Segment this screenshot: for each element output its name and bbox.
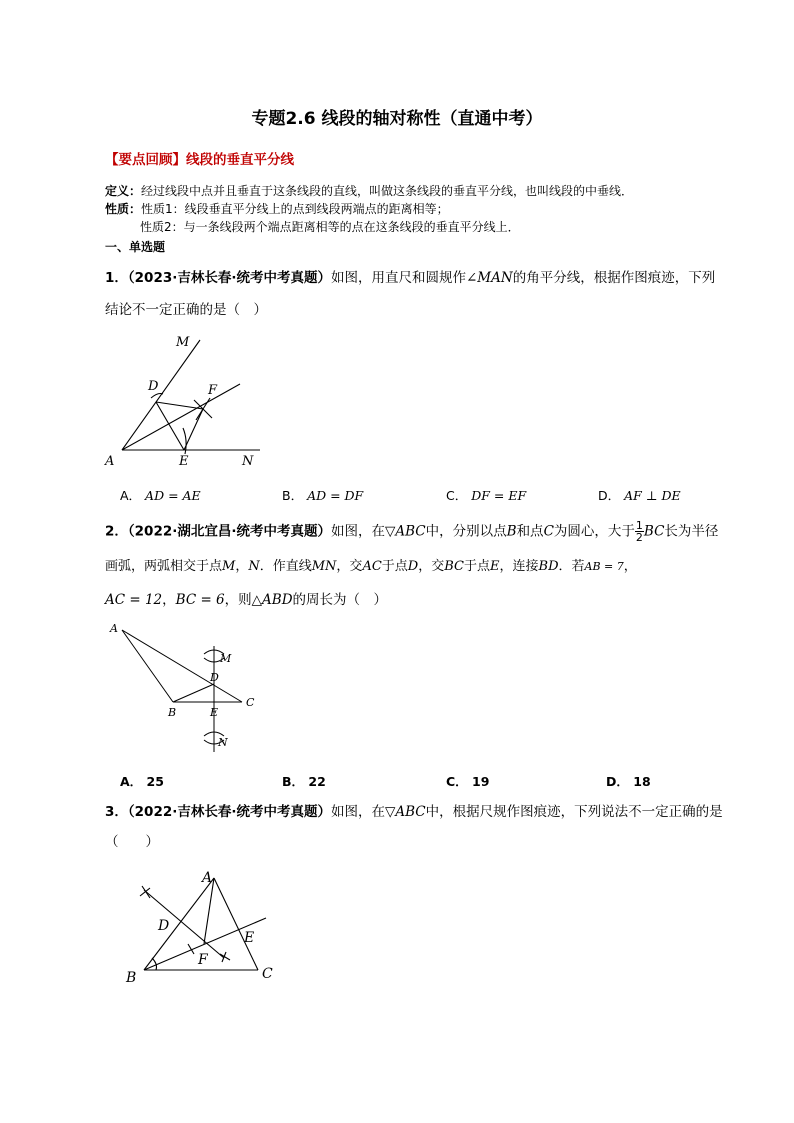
option-letter: D． xyxy=(606,774,629,789)
q2-option-d[interactable] xyxy=(606,772,651,790)
option-letter: B． xyxy=(282,774,305,789)
label-f: F xyxy=(198,952,208,968)
q2-text: 和点 xyxy=(516,523,544,540)
property-2: 性质2：与一条线段两个端点距离相等的点在这条线段的垂直平分线上． xyxy=(140,220,520,234)
q1-option-a[interactable] xyxy=(120,486,201,504)
q2-line-1 xyxy=(105,520,718,543)
label-a: A xyxy=(105,454,115,469)
q1-number: 1． xyxy=(105,270,128,286)
q2-triangle-abd: △ABD xyxy=(251,592,293,608)
angle-arc-b xyxy=(152,958,157,970)
q1-line-1 xyxy=(105,268,715,288)
cross-mark-top xyxy=(140,886,150,898)
label-e: E xyxy=(244,930,255,946)
q2-bc: BC xyxy=(444,559,464,574)
option-letter: C． xyxy=(446,774,468,789)
q2-source: （2022·湖北宜昌·统考中考真题） xyxy=(127,523,331,540)
definition-line xyxy=(105,183,633,199)
q2-text: ，交 xyxy=(336,559,363,574)
segment-ef xyxy=(184,409,203,450)
q2-bc-value: BC = 6 xyxy=(175,592,225,608)
q2-triangle: ▽ABC xyxy=(385,523,426,540)
q2-text: ，交 xyxy=(418,559,445,574)
perpendicular-bisector xyxy=(144,890,224,958)
q2-text: 为圆心，大于 xyxy=(553,523,635,540)
q3-triangle: ▽ABC xyxy=(385,804,426,820)
label-c: C xyxy=(246,696,255,709)
segment-ac xyxy=(122,630,242,702)
q1-angle: ∠MAN xyxy=(466,270,513,286)
option-expr: AD = AE xyxy=(145,488,201,503)
part-heading: 一、单选题 xyxy=(105,240,166,254)
q2-option-c[interactable] xyxy=(446,772,489,790)
q2-ac: AC xyxy=(362,559,382,574)
label-b: B xyxy=(126,970,137,986)
label-n: N xyxy=(218,736,228,749)
property-1: 性质1：线段垂直平分线上的点到线段两端点的距离相等； xyxy=(141,202,449,216)
label-d: D xyxy=(148,379,159,394)
label-c: C xyxy=(262,966,273,982)
segment-df xyxy=(156,402,203,409)
label-e: E xyxy=(210,706,219,719)
q3-text: 中，根据尺规作图痕迹，下列说法不一定正确的是 xyxy=(425,804,723,820)
option-letter: D． xyxy=(598,488,621,503)
q3-figure xyxy=(118,862,288,987)
section-heading: 【要点回顾】线段的垂直平分线 xyxy=(105,152,294,168)
q2-text: 的周长为（ ） xyxy=(292,592,388,608)
option-expr: DF = EF xyxy=(471,488,527,503)
property-line-1 xyxy=(105,201,449,217)
q2-bd: BD xyxy=(538,559,559,574)
q2-number: 2． xyxy=(105,523,128,540)
page-title: 专题2.6 线段的轴对称性（直通中考） xyxy=(251,109,543,129)
q2-text: ， xyxy=(235,559,249,574)
q3-line-2: （ ） xyxy=(105,834,159,850)
q2-text: 长为半径 xyxy=(664,523,719,540)
definition-label: 定义： xyxy=(105,184,142,198)
option-value: 19 xyxy=(472,774,490,789)
segment-de xyxy=(156,402,184,450)
label-m: M xyxy=(176,335,190,350)
option-letter: B． xyxy=(282,488,304,503)
q2-bc: BC xyxy=(643,523,665,540)
option-value: 25 xyxy=(146,774,164,789)
q2-point-d: D xyxy=(407,559,419,574)
q1-text-2: 的角平分线，根据作图痕迹，下列 xyxy=(512,270,716,286)
option-value: 18 xyxy=(633,774,651,789)
label-m: M xyxy=(220,652,232,665)
q2-line-2 xyxy=(105,557,637,577)
q2-text: ， xyxy=(623,559,637,574)
q2-text: 画弧，两弧相交于点 xyxy=(105,559,223,574)
q2-point-m: M xyxy=(222,559,236,574)
q1-option-c[interactable] xyxy=(446,486,526,504)
label-a: A xyxy=(110,622,118,635)
q2-point-e: E xyxy=(490,559,500,574)
q2-text: ．若 xyxy=(558,559,585,574)
label-f: F xyxy=(208,383,218,398)
label-a: A xyxy=(202,870,213,886)
q2-ac-value: AC = 12 xyxy=(105,592,163,608)
option-expr: AF ⊥ DE xyxy=(624,488,681,503)
q2-text: ，则 xyxy=(224,592,252,608)
q2-ab: AB = 7 xyxy=(584,560,624,573)
option-letter: A． xyxy=(120,774,143,789)
q2-text: ， xyxy=(162,592,176,608)
q2-text: 如图，在 xyxy=(331,523,385,540)
q1-text: 如图，用直尺和圆规作 xyxy=(331,270,466,286)
q2-point-n: N xyxy=(248,559,260,574)
q1-source: （2023·吉林长春·统考中考真题） xyxy=(127,270,331,286)
q1-line-2: 结论不一定正确的是（ ） xyxy=(105,302,267,318)
label-n: N xyxy=(242,454,254,469)
segment-af xyxy=(204,878,214,944)
cross-mark-bottom xyxy=(220,952,230,962)
ray-am xyxy=(122,340,200,450)
segment-bd xyxy=(173,684,214,702)
definition-text: 经过线段中点并且垂直于这条线段的直线，叫做这条线段的垂直平分线，也叫线段的中垂线． xyxy=(141,184,634,198)
q3-number: 3． xyxy=(105,804,128,820)
q2-line-mn: MN xyxy=(311,559,337,574)
q1-figure xyxy=(100,328,280,473)
q2-figure xyxy=(104,618,274,758)
label-e: E xyxy=(179,454,189,469)
q2-fraction xyxy=(635,520,644,543)
q2-text: 于点 xyxy=(381,559,408,574)
q3-line-1 xyxy=(105,802,723,822)
option-letter: C． xyxy=(446,488,468,503)
bisector-af xyxy=(122,384,240,450)
q2-text: 于点 xyxy=(464,559,491,574)
label-d: D xyxy=(210,671,219,684)
property-label: 性质： xyxy=(105,202,142,216)
q2-option-b[interactable] xyxy=(282,772,326,790)
q2-option-a[interactable] xyxy=(120,772,164,790)
q2-text: ，连接 xyxy=(499,559,539,574)
q3-text: 如图，在 xyxy=(331,804,385,820)
q2-point-c: C xyxy=(543,523,554,540)
q2-text: 中，分别以点 xyxy=(425,523,507,540)
q2-text: ．作直线 xyxy=(259,559,312,574)
label-b: B xyxy=(168,706,177,719)
fraction-denominator: 2 xyxy=(635,531,643,544)
arc-f-2 xyxy=(196,398,210,420)
option-value: 22 xyxy=(308,774,326,789)
q3-source: （2022·吉林长春·统考中考真题） xyxy=(127,804,331,820)
q1-option-d[interactable] xyxy=(598,486,681,504)
q1-option-b[interactable] xyxy=(282,486,363,504)
option-expr: AD = DF xyxy=(307,488,364,503)
label-d: D xyxy=(158,918,170,934)
q2-point-b: B xyxy=(506,523,517,540)
q2-line-3 xyxy=(105,590,387,610)
segment-ab xyxy=(122,630,173,702)
option-letter: A． xyxy=(120,488,142,503)
fraction-numerator: 1 xyxy=(635,519,643,532)
